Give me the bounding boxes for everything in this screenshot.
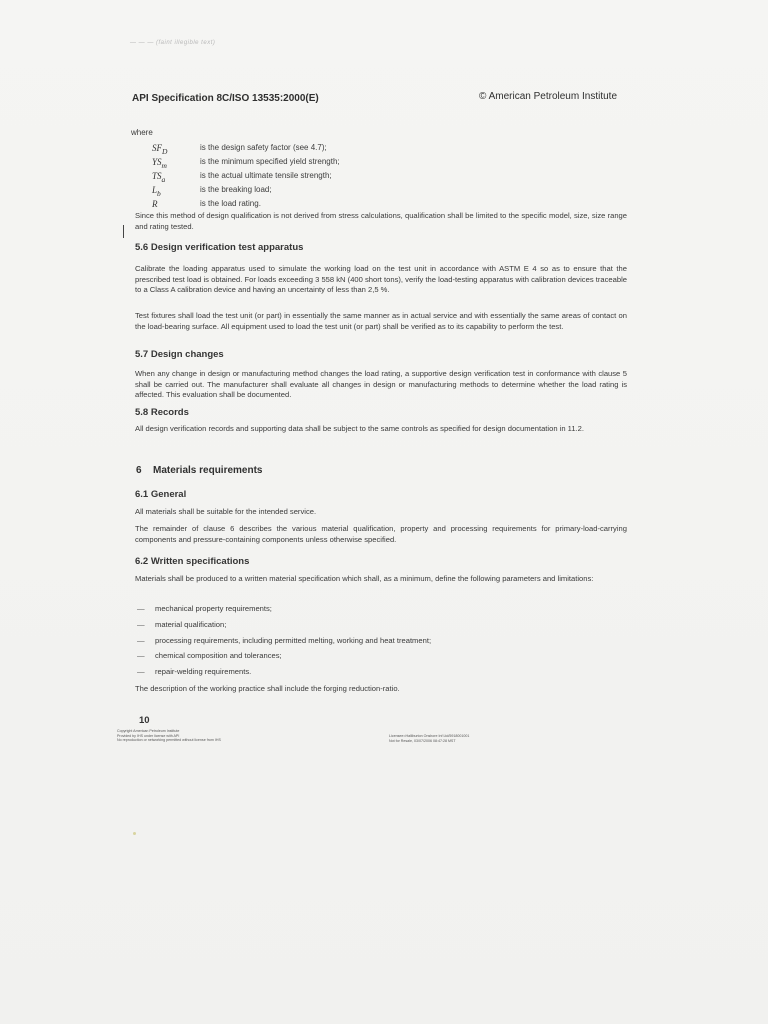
definition-row — [152, 169, 340, 183]
paragraph-6-2-forging: The description of the working practice shall include the forging reduction-ratio. — [135, 684, 400, 693]
where-label: where — [131, 128, 153, 137]
definition-text: is the breaking load; — [200, 185, 272, 194]
definition-text: is the load rating. — [200, 199, 261, 208]
heading-5-6: 5.6 Design verification test apparatus — [135, 242, 304, 253]
list-item — [137, 617, 431, 633]
definition-text: is the design safety factor (see 4.7); — [200, 143, 327, 152]
definition-text: is the actual ultimate tensile strength; — [200, 171, 332, 180]
page-header — [132, 93, 617, 111]
list-item-text: mechanical property requirements; — [155, 604, 272, 613]
definition-symbol: $L_b$ — [152, 185, 161, 198]
definition-text: is the minimum specified yield strength; — [200, 157, 340, 166]
list-item — [137, 601, 431, 617]
section-number: 6 — [136, 465, 142, 476]
footer-line: Copyright American Petroleum Institute — [117, 729, 180, 733]
list-item-text: repair-welding requirements. — [155, 667, 252, 677]
footer-line: Not for Resale, 03/07/2006 08:47:28 MST — [389, 738, 456, 743]
list-item — [137, 664, 431, 680]
heading-6 — [136, 465, 263, 476]
paragraph-6-1-remainder: The remainder of clause 6 describes the various material qualification, property and processing requirements for primary-load-carrying components and pressure-containing components unless otherwise specified. — [135, 524, 627, 544]
definition-row — [152, 141, 340, 155]
dash-bullet: — — [137, 667, 145, 677]
requirements-list — [137, 601, 431, 680]
dash-bullet: — — [137, 604, 145, 613]
definitions-list — [152, 141, 340, 211]
paragraph-5-6-fixtures: Test fixtures shall load the test unit (or part) in essentially the same manner as in actual service and with essentially the same areas of contact on the load-bearing surface. All equipment used to load the test unit (or part) shall be verified as to its capability to perform the test. — [135, 311, 627, 331]
list-item — [137, 633, 431, 649]
list-item-text: chemical composition and tolerances; — [155, 651, 282, 661]
dash-bullet: — — [137, 619, 145, 629]
paragraph-6-2-intro: Materials shall be produced to a written material specification which shall, as a minimum, define the following parameters and limitations: — [135, 574, 594, 583]
footer-copyright — [117, 729, 221, 743]
footer-line: Provided by IHS under license with API — [117, 733, 180, 738]
paragraph-6-1-suitable: All materials shall be suitable for the intended service. — [135, 507, 317, 516]
definition-row — [152, 155, 340, 169]
paragraph-5-6-calibration: Calibrate the loading apparatus used to simulate the working load on the test unit in accordance with ASTM E 4 so as to ensure that the prescribed test load is obtained. For loads exceeding 3 558 kN (400 short tons), verify the load-testing apparatus with calibration devices traceable to a Class A calibration device and having an uncertainty of less than 2,5 %. — [135, 264, 627, 295]
spec-title: API Specification 8C/ISO 13535:2000(E) — [132, 93, 319, 104]
definition-symbol: $YS_m$ — [152, 157, 167, 170]
dash-bullet: — — [137, 635, 145, 645]
definition-symbol: $SF_D$ — [152, 143, 168, 156]
footer-line: Licensee=Halliburton Onshore Inf Ltd/5918001001 — [389, 734, 470, 738]
copyright-notice: © American Petroleum Institute — [479, 91, 617, 102]
list-item-text: material qualification; — [155, 619, 227, 629]
heading-6-1: 6.1 General — [135, 489, 187, 500]
heading-6-2: 6.2 Written specifications — [135, 556, 250, 567]
page-number: 10 — [139, 715, 150, 726]
scan-speck — [133, 832, 136, 835]
list-item — [137, 648, 431, 664]
footer-line: No reproduction or networking permitted without license from IHS — [117, 738, 221, 743]
heading-5-7: 5.7 Design changes — [135, 349, 224, 360]
definition-row — [152, 197, 340, 211]
paragraph-since: Since this method of design qualification is not derived from stress calculations, qualification shall be limited to the specific model, size, size range and rating tested. — [135, 211, 627, 231]
paragraph-5-8: All design verification records and supporting data shall be subject to the same controls as specified for design documentation in 11.2. — [135, 424, 584, 433]
definition-row — [152, 183, 340, 197]
faint-header-text: — — — (faint illegible text) — [130, 40, 216, 46]
paragraph-5-7: When any change in design or manufacturing method changes the load rating, a supportive design verification test in conformance with clause 5 shall be carried out. The manufacturer shall evaluate all changes in design or manufacturing methods to determine whether the load rating is affected. This evaluation shall be documented. — [135, 369, 627, 400]
heading-5-8: 5.8 Records — [135, 407, 189, 418]
revision-change-bar — [123, 225, 124, 238]
definition-symbol: R — [152, 199, 158, 209]
dash-bullet: — — [137, 651, 145, 661]
list-item-text: processing requirements, including permitted melting, working and heat treatment; — [155, 635, 432, 645]
definition-symbol: $TS_a$ — [152, 171, 166, 184]
footer-license — [389, 734, 469, 743]
section-title: Materials requirements — [153, 465, 263, 476]
